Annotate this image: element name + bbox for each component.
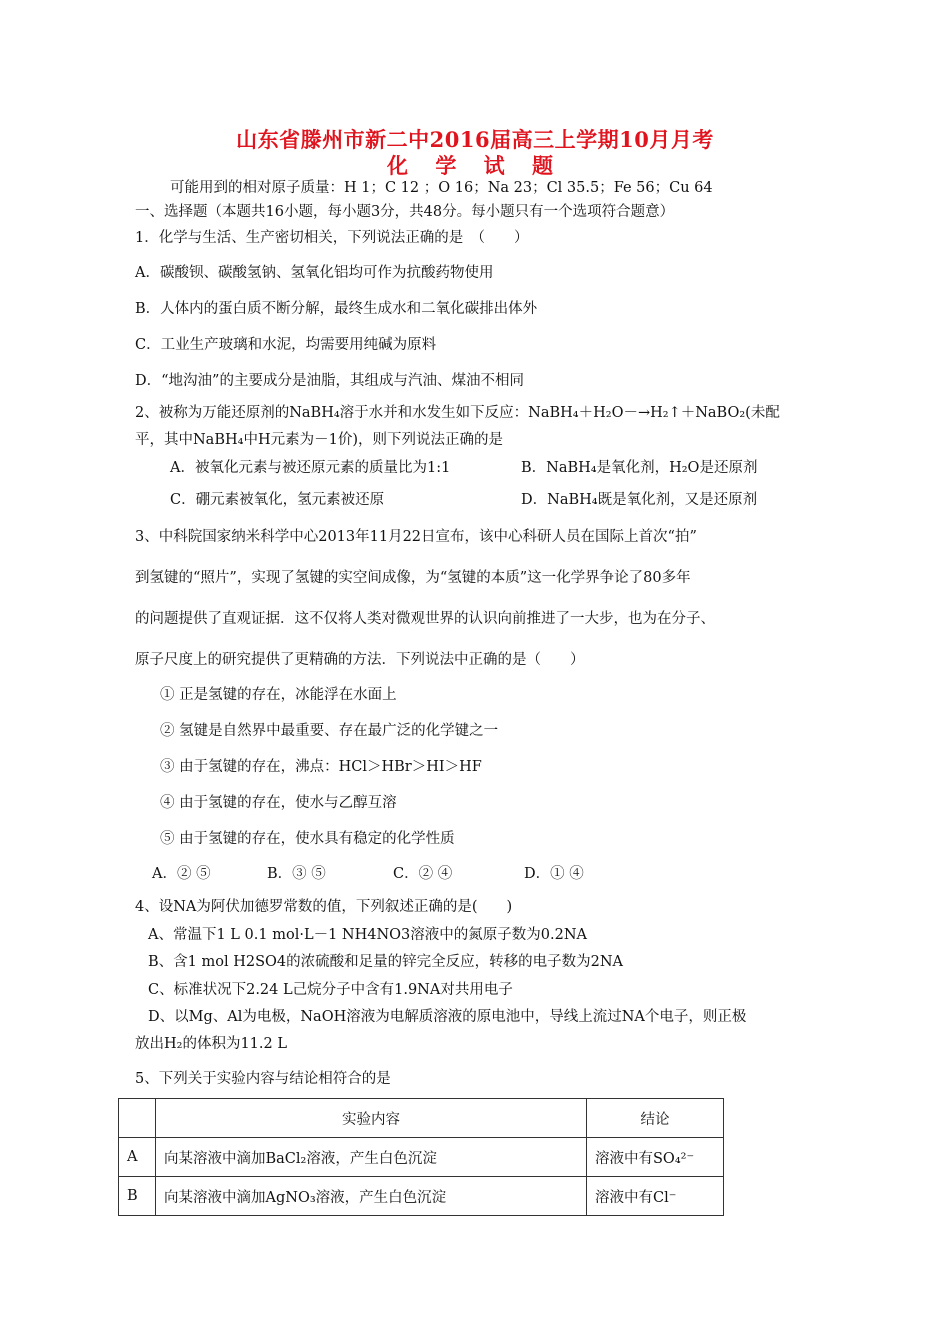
table-cell: 溶液中有SO₄²⁻: [587, 1138, 724, 1177]
q2-option-b: B．NaBH₄是氧化剂，H₂O是还原剂: [521, 460, 758, 476]
q4-option-c: C、标准状况下2.24 L己烷分子中含有1.9NA对共用电子: [148, 982, 513, 998]
table-header-cell: [119, 1099, 156, 1138]
q1-option-a: A．碳酸钡、碳酸氢钠、氢氧化铝均可作为抗酸药物使用: [135, 265, 494, 281]
q4-option-b: B、含1 mol H2SO4的浓硫酸和足量的锌完全反应，转移的电子数为2NA: [148, 954, 624, 970]
table-cell: 向某溶液中滴加AgNO₃溶液，产生白色沉淀: [156, 1177, 587, 1216]
q3-stem-line2: 到氢键的“照片”，实现了氢键的实空间成像，为“氢键的本质”这一化学界争论了80多年: [135, 570, 691, 586]
q3-statement-5: ⑤ 由于氢键的存在，使水具有稳定的化学性质: [160, 831, 455, 847]
q1-stem: 1．化学与生活、生产密切相关，下列说法正确的是 （ ）: [135, 230, 529, 246]
q2-option-a: A．被氧化元素与被还原元素的质量比为1:1: [170, 460, 451, 476]
q5-stem: 5、下列关于实验内容与结论相符合的是: [135, 1071, 391, 1087]
q4-option-a: A、常温下1 L 0.1 mol·L－1 NH4NO3溶液中的氮原子数为0.2NA: [148, 927, 587, 943]
q2-option-c: C．硼元素被氧化，氢元素被还原: [170, 492, 385, 508]
section-heading: 一、选择题（本题共16小题，每小题3分，共48分。每小题只有一个选项符合题意）: [135, 204, 675, 220]
table-header-cell: 结论: [587, 1099, 724, 1138]
q3-stem-line3: 的问题提供了直观证据．这不仅将人类对微观世界的认识向前推进了一大步，也为在分子、: [135, 611, 715, 627]
table-header-row: [119, 1099, 724, 1138]
table-cell: A: [119, 1138, 156, 1177]
table-cell: 向某溶液中滴加BaCl₂溶液，产生白色沉淀: [156, 1138, 587, 1177]
q2-option-d: D．NaBH₄既是氧化剂，又是还原剂: [521, 492, 758, 508]
q1-option-b: B．人体内的蛋白质不断分解，最终生成水和二氧化碳排出体外: [135, 301, 538, 317]
exam-subtitle: 化 学 试 题: [387, 153, 563, 178]
q3-option-b: B．③ ⑤: [267, 866, 326, 882]
q3-statement-2: ② 氢键是自然界中最重要、存在最广泛的化学键之一: [160, 723, 499, 739]
q4-option-d-line2: 放出H₂的体积为11.2 L: [135, 1036, 287, 1052]
q3-option-c: C．② ④: [393, 866, 453, 882]
q3-statement-1: ① 正是氢键的存在，冰能浮在水面上: [160, 687, 397, 703]
table-header-cell: 实验内容: [156, 1099, 587, 1138]
q3-stem-line1: 3、中科院国家纳米科学中心2013年11月22日宣布，该中心科研人员在国际上首次“拍”: [135, 529, 697, 545]
q3-statement-4: ④ 由于氢键的存在，使水与乙醇互溶: [160, 795, 397, 811]
q1-option-c: C．工业生产玻璃和水泥，均需要用纯碱为原料: [135, 337, 437, 353]
q2-stem-line1: 2、被称为万能还原剂的NaBH₄溶于水并和水发生如下反应：NaBH₄＋H₂O－→H₂↑＋NaBO₂(未配: [135, 405, 780, 421]
q3-option-a: A．② ⑤: [152, 866, 211, 882]
q3-option-d: D．① ④: [524, 866, 584, 882]
q2-stem-line2: 平，其中NaBH₄中H元素为－1价)，则下列说法正确的是: [135, 432, 503, 448]
q3-statement-3: ③ 由于氢键的存在，沸点：HCl＞HBr＞HI＞HF: [160, 759, 482, 775]
table-row: [119, 1177, 724, 1216]
q3-stem-line4: 原子尺度上的研究提供了更精确的方法．下列说法中正确的是（ ）: [135, 652, 585, 668]
q4-stem: 4、设NA为阿伏加德罗常数的值，下列叙述正确的是( ): [135, 899, 513, 915]
exam-title: 山东省滕州市新二中2016届高三上学期10月月考: [236, 127, 714, 152]
experiment-table: [118, 1098, 724, 1216]
atomic-masses: 可能用到的相对原子质量：H 1；C 12 ；O 16；Na 23；Cl 35.5；Fe 56；Cu 64: [170, 180, 713, 196]
table-cell: 溶液中有Cl⁻: [587, 1177, 724, 1216]
table-cell: B: [119, 1177, 156, 1216]
table-row: [119, 1138, 724, 1177]
q4-option-d-line1: D、以Mg、Al为电极，NaOH溶液为电解质溶液的原电池中，导线上流过NA个电子，则正极: [148, 1009, 747, 1025]
q1-option-d: D．“地沟油”的主要成分是油脂，其组成与汽油、煤油不相同: [135, 373, 524, 389]
